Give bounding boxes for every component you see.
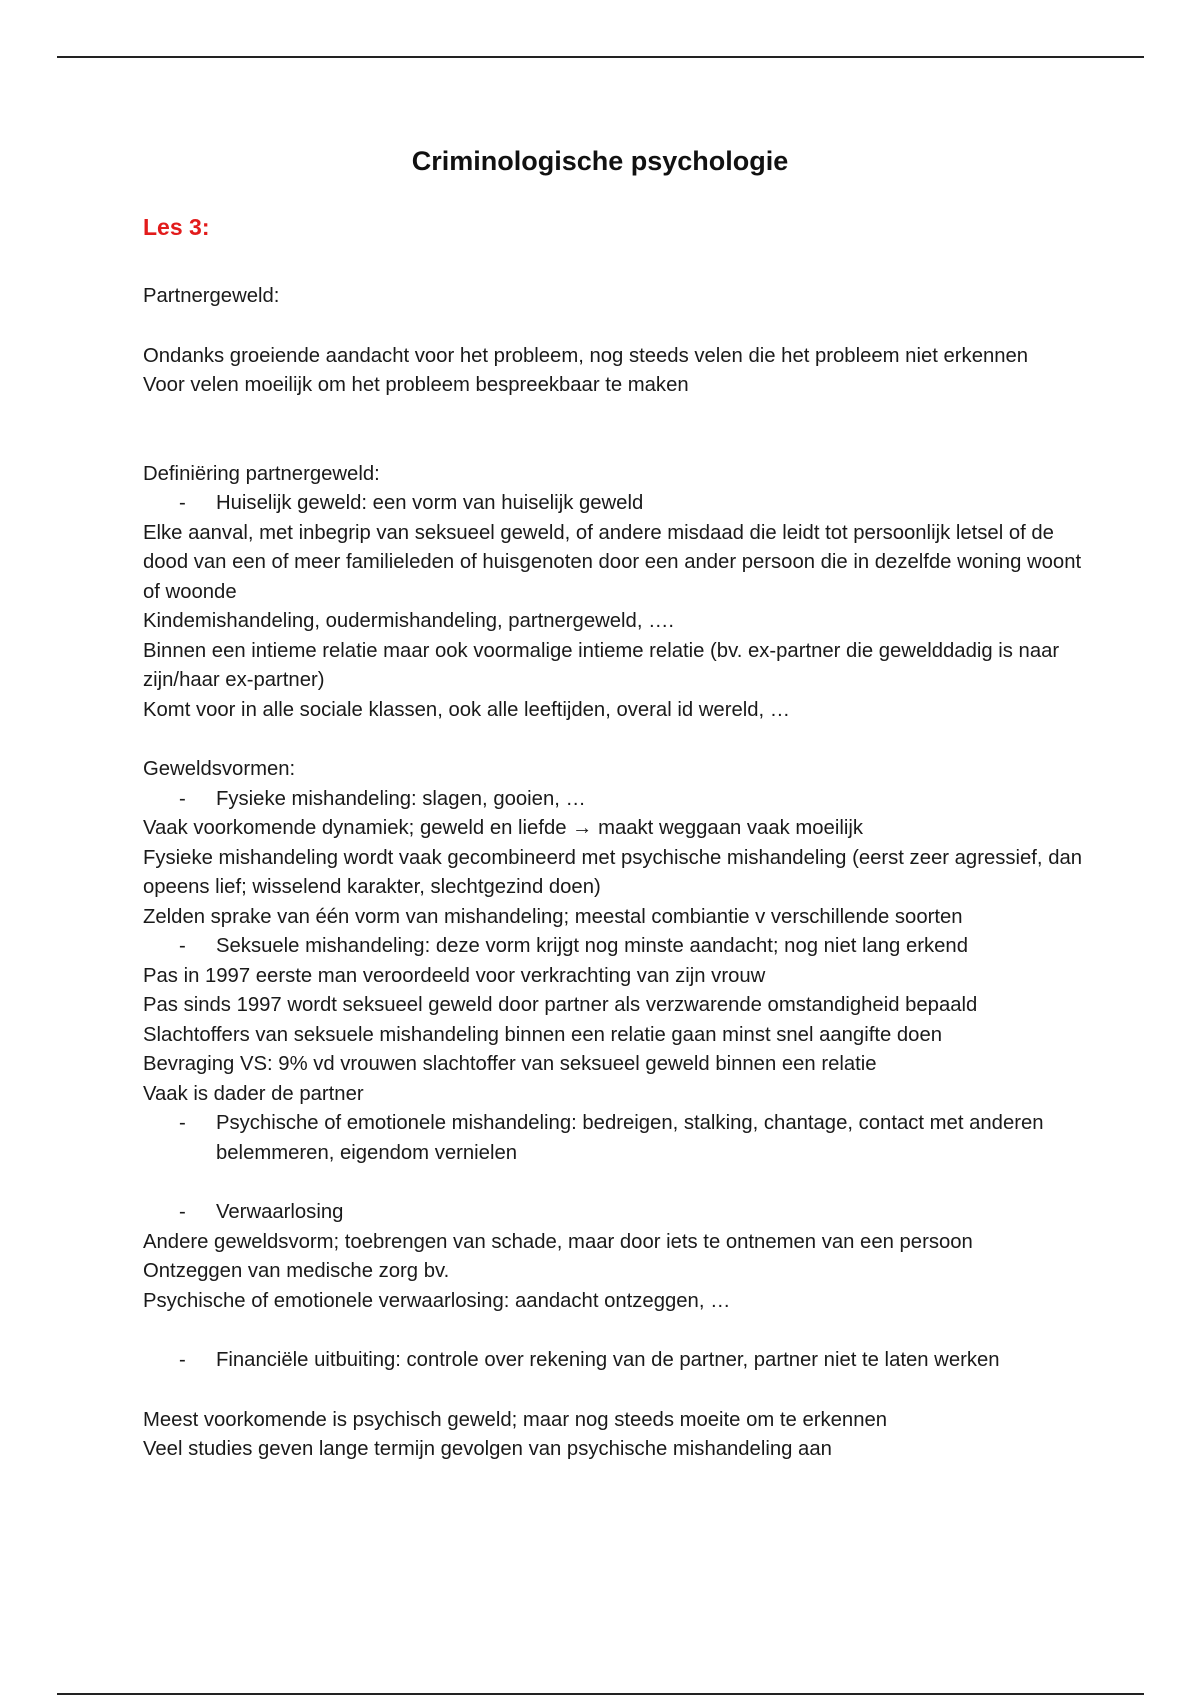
paragraph: Vaak is dader de partner	[143, 1082, 364, 1105]
paragraph: Pas in 1997 eerste man veroordeeld voor verkrachting van zijn vrouw	[143, 964, 766, 987]
paragraph: Meest voorkomende is psychisch geweld; maar nog steeds moeite om te erkennen	[143, 1408, 888, 1431]
bullet-text: Fysieke mishandeling: slagen, gooien, …	[216, 787, 586, 810]
bullet-item	[143, 1198, 1083, 1228]
footer-rule	[57, 1693, 1144, 1695]
paragraph: Ondanks groeiende aandacht voor het probleem, nog steeds velen die het probleem niet erkennen	[143, 344, 1029, 367]
paragraph: Elke aanval, met inbegrip van seksueel geweld, of andere misdaad die leidt tot persoonlijk letsel of de dood van een of meer familieleden of huisgenoten door een ander persoon die in dezelfde woning woont of woonde	[143, 521, 1082, 603]
bullet-item	[143, 1346, 1083, 1376]
bullet-item	[143, 785, 1083, 815]
bullet-text: Financiële uitbuiting: controle over rekening van de partner, partner niet te laten werken	[216, 1349, 1000, 1371]
paragraph: Binnen een intieme relatie maar ook voormalige intieme relatie (bv. ex-partner die gewelddadig is naar zijn/haar ex-partner)	[143, 639, 1060, 691]
paragraph: Pas sinds 1997 wordt seksueel geweld door partner als verzwarende omstandigheid bepaald	[143, 994, 978, 1016]
document-body	[143, 282, 1083, 1465]
paragraph: Bevraging VS: 9% vd vrouwen slachtoffer van seksueel geweld binnen een relatie	[143, 1053, 877, 1075]
paragraph: Fysieke mishandeling wordt vaak gecombineerd met psychische mishandeling (eerst zeer agressief, dan opeens lief; wisselend karakter, slechtgezind doen)	[143, 846, 1083, 898]
bullet-text: Psychische of emotionele mishandeling: bedreigen, stalking, chantage, contact met anderen belemmeren, eigendom vernielen	[216, 1112, 1044, 1164]
bullet-text: Verwaarlosing	[216, 1201, 344, 1223]
paragraph: Komt voor in alle sociale klassen, ook alle leeftijden, overal id wereld, …	[143, 698, 791, 721]
bullet-item	[143, 489, 1083, 519]
bullet-item	[143, 932, 1083, 962]
paragraph: Slachtoffers van seksuele mishandeling binnen een relatie gaan minst snel aangifte doen	[143, 1023, 943, 1046]
paragraph: Psychische of emotionele verwaarlosing: aandacht ontzeggen, …	[143, 1289, 731, 1312]
bullet-dash: -	[179, 935, 186, 957]
bullet-dash: -	[179, 492, 186, 514]
bullet-dash: -	[179, 787, 186, 810]
paragraph: Ontzeggen van medische zorg bv.	[143, 1260, 450, 1282]
bullet-dash: -	[179, 1112, 186, 1134]
paragraph: Veel studies geven lange termijn gevolgen van psychische mishandeling aan	[143, 1438, 832, 1460]
document-title: Criminologische psychologie	[411, 146, 789, 176]
section-heading-partnergeweld: Partnergeweld:	[143, 285, 280, 307]
bullet-item	[143, 1109, 1083, 1168]
bullet-dash: -	[179, 1201, 186, 1223]
lesson-heading: Les 3:	[143, 214, 210, 240]
paragraph: Zelden sprake van één vorm van mishandeling; meestal combiantie v verschillende soorten	[143, 905, 963, 928]
section-heading-definiering: Definiëring partnergeweld:	[143, 462, 380, 485]
bullet-text: Huiselijk geweld: een vorm van huiselijk geweld	[216, 492, 644, 514]
bullet-dash: -	[179, 1349, 186, 1371]
header-rule	[57, 56, 1144, 58]
section-heading-geweldsvormen: Geweldsvormen:	[143, 758, 296, 780]
bullet-text: Seksuele mishandeling: deze vorm krijgt nog minste aandacht; nog niet lang erkend	[216, 935, 968, 957]
paragraph: Vaak voorkomende dynamiek; geweld en liefde → maakt weggaan vaak moeilijk	[143, 817, 863, 839]
paragraph: Andere geweldsvorm; toebrengen van schade, maar door iets te ontnemen van een persoon	[143, 1230, 973, 1253]
paragraph: Kindemishandeling, oudermishandeling, partnergeweld, ….	[143, 610, 675, 632]
paragraph: Voor velen moeilijk om het probleem bespreekbaar te maken	[143, 374, 689, 396]
